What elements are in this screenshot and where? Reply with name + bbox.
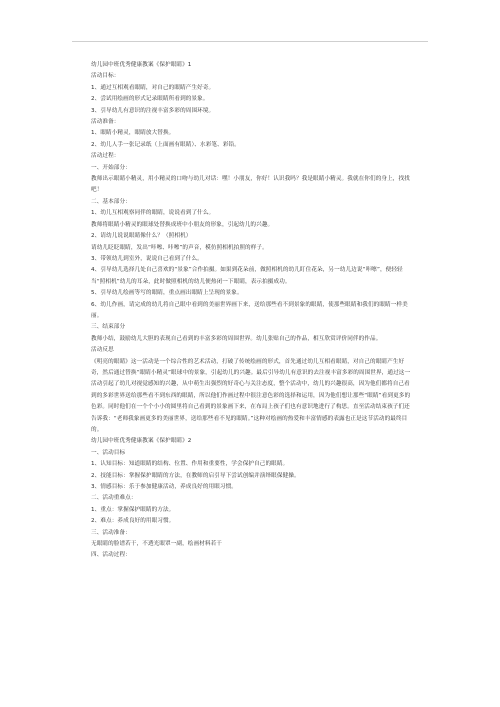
sub-heading: 一、开始部分：	[91, 164, 131, 171]
section-heading: 活动过程：	[91, 153, 120, 160]
list-item: 5、引导幼儿绘画等写的眼睛，重点画出眼睛上呈现的景象。	[91, 290, 243, 297]
list-item: 1、认知目标：知道眼睛的结构、位置、作用和重要性，学会保护自己的眼睛。	[91, 461, 289, 468]
list-item: 2、技能目标：掌握保护眼睛的方法，在教师的启引导下尝试创编并演绎眼保健操。	[91, 472, 300, 479]
list-item: 1、重点：掌握保护眼睛的方法。	[91, 506, 175, 513]
list-item: 2、幼儿人手一张记录纸（上面画有眼睛）、水彩笔、彩铅。	[91, 141, 240, 148]
paragraph: 请幼儿眨眨眼睛，发出“咔嚓、咔嚓”的声音，模仿照相机拍照的样子。	[91, 244, 268, 251]
paragraph: 教师小结，鼓励幼儿大胆的表现自己看到的丰富多彩的周围世界。幼儿张贴自己的作品，相互欣赏评价同伴的作品。	[91, 335, 382, 342]
sub-heading: 二、活动重难点：	[91, 495, 137, 502]
list-item: 3、带领幼儿到室外，说说自己看到了什么。	[91, 255, 203, 262]
section-heading: 活动准备：	[91, 119, 120, 126]
list-item: 4、引导幼儿选择几处自己喜欢的“景象”合作拍摄。如果到花朵前，做照相机的幼儿盯住花朵，另一幼儿边说“咔嚓”，便轻轻当“照相机”幼儿的耳朵，此时做照相机的幼儿便热闭一下眼睛，表示拍摄成功。	[91, 267, 403, 285]
list-item: 2、难点：养成良好的用眼习惯。	[91, 518, 175, 525]
list-item: 1、幼儿互相观察同伴的眼睛，说说看到了什么。	[91, 210, 215, 217]
paragraph: 教师出示眼睛小精灵，用小精灵的口吻与幼儿对话：嘿！小朋友，你好！认识我吗？我是眼睛小精灵。我就在你们的身上，找找吧！	[91, 176, 410, 194]
list-item: 3、引导幼儿有意识的注视丰富多彩的周围环境。	[91, 107, 215, 114]
section-heading: 活动目标：	[91, 73, 120, 80]
sub-heading: 一、活动目标	[91, 449, 126, 456]
sub-heading: 二、基本部分：	[91, 198, 131, 205]
paragraph: 无眼睛的脸谱若干，不透光眼罩一副，绘画材料若干	[91, 541, 222, 548]
paragraph: 《明亮的眼睛》这一活动是一个综合性的艺术活动，打破了传统绘画的形式，首先通过幼儿互相看眼睛，对自己的眼睛产生好奇，然后通过替换“眼睛小精灵”眼球中的景象，引起幼儿的兴趣。最后引导幼儿有意识的去注视丰富多彩的周围世界，通过这一活动引起了幼儿对视觉感知的兴趣，从中萌生出强烈的好奇心与关注态度，整个活动中，幼儿的兴趣很高，因为他们都将自己看到的多彩世界送给那些看不到东西的眼睛，所以他们作画过程中很注意色彩的选择和运用，因为他们想让那些“眼睛”看到更多的色彩。同时他们在一个个小小的圆里将自己看到的景象画下来，在布局上孩子们也有意识地进行了构思。直至活动结束孩子们还告诉我：“老师我象画更多的美丽世界，送给那些看不见的眼睛。”这种对绘画的热爱和丰富情感的表露也正是这节活动的最终目的。	[91, 358, 411, 433]
paragraph: 教师将眼睛小精灵的眼球处替换成班中小朋友的形象，引起幼儿的兴趣。	[91, 221, 274, 228]
doc-title-1: 幼儿园中班优秀健康教案《保护眼睛》1	[91, 62, 192, 68]
list-item: 2、尝试用绘画的形式记录眼睛所看到的景象。	[91, 96, 209, 103]
sub-heading: 三、活动准备：	[91, 529, 131, 536]
list-item: 3、情感目标：乐于参加健康活动，养成良好的用眼习惯。	[91, 484, 238, 491]
header-rule	[72, 41, 428, 42]
doc-title-2: 幼儿园中班优秀健康教案《保护眼睛》2	[91, 438, 192, 445]
list-item: 2、请幼儿说说眼睛像什么？（照相机）	[91, 233, 192, 240]
list-item: 6、幼儿作画，请完成的幼儿将自己眼中看到的美丽世界画下来，送给那些看不到景象的眼睛，使那些眼睛和我们的眼睛一样美丽。	[91, 301, 408, 319]
sub-heading: 三、结束部分	[91, 324, 126, 331]
section-heading: 活动反思	[91, 347, 114, 354]
sub-heading: 四、活动过程：	[91, 552, 131, 559]
list-item: 1、通过互相观看眼睛，对自己的眼睛产生好奇。	[91, 84, 215, 91]
list-item: 1、眼睛小精灵，眼睛放大替换。	[91, 130, 175, 137]
document-body	[91, 60, 413, 562]
